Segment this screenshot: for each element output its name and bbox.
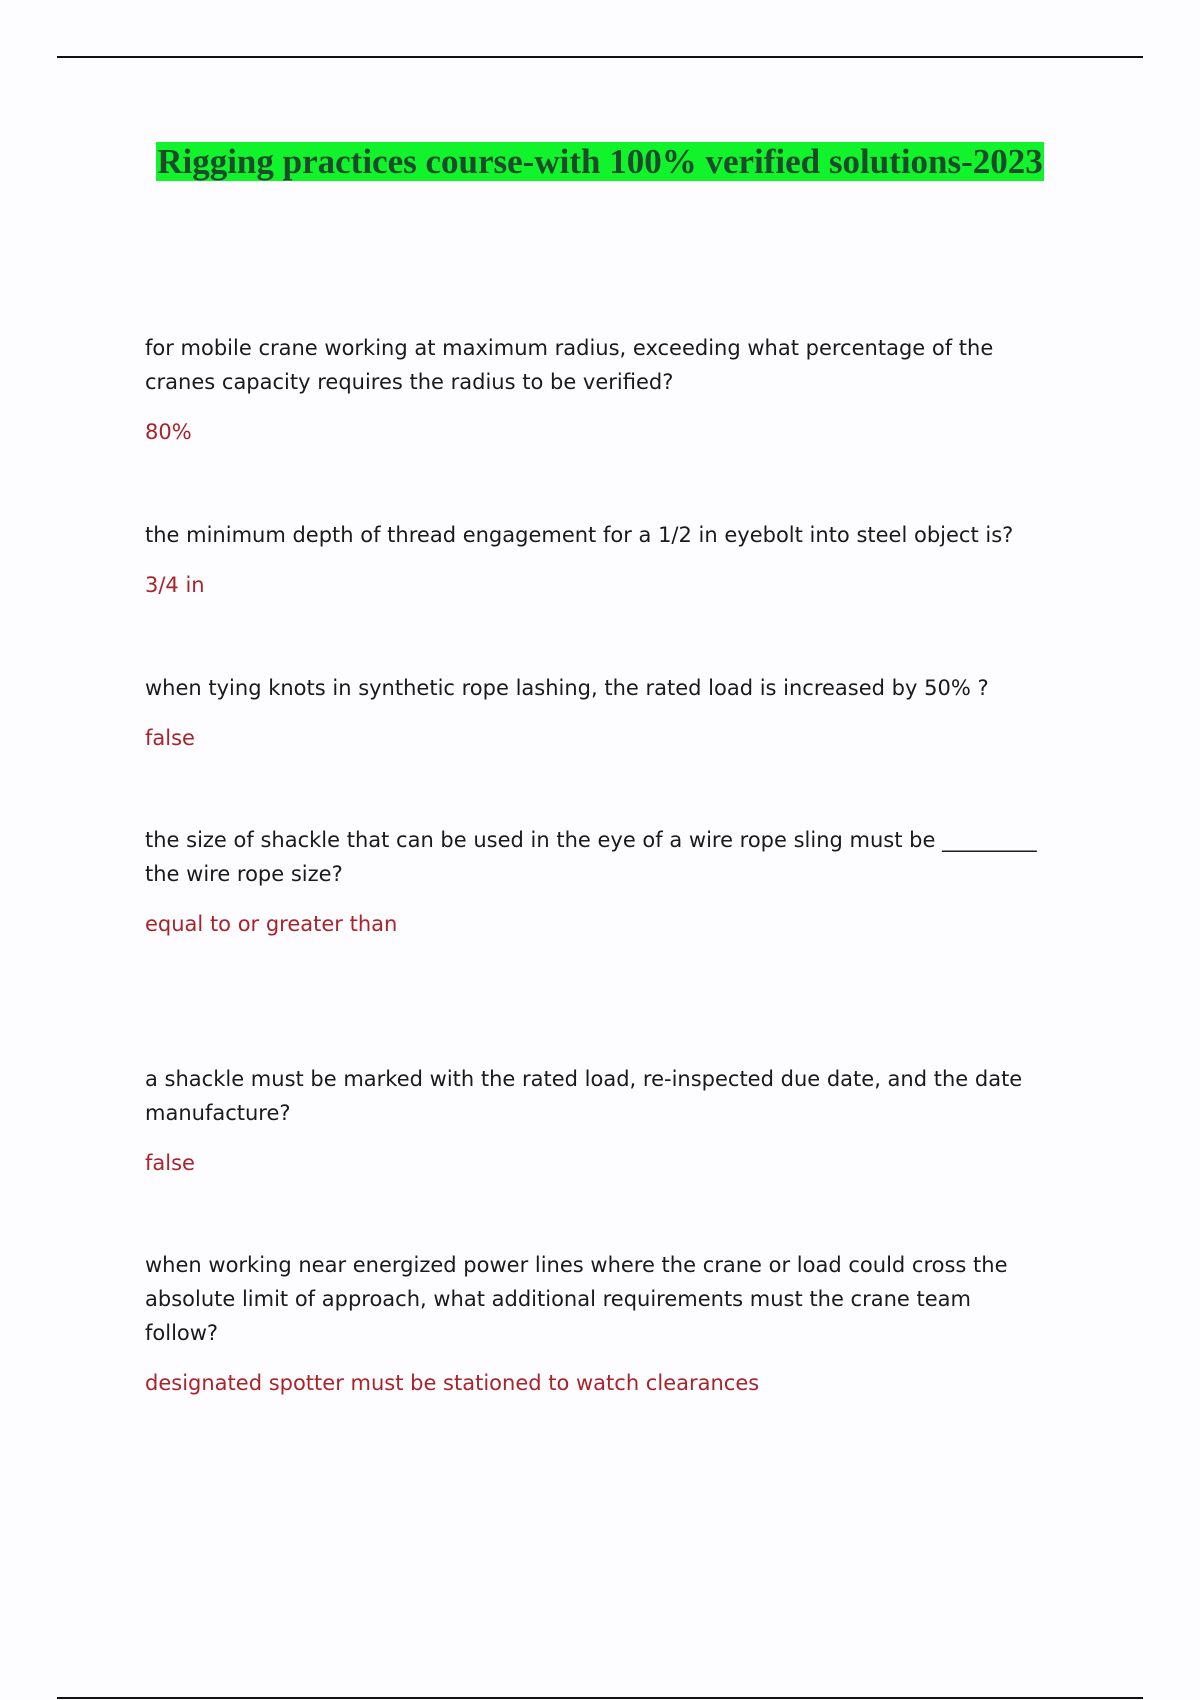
answer-1: 80% <box>145 420 192 444</box>
answer-6: designated spotter must be stationed to watch clearances <box>145 1371 760 1395</box>
qa-item-1 <box>145 331 1045 449</box>
question-6: when working near energized power lines where the crane or load could cross the absolute limit of approach, what additional requirements must the crane team follow? <box>145 1253 1008 1345</box>
bottom-divider <box>57 1697 1143 1699</box>
document-title <box>120 140 1080 184</box>
qa-item-4 <box>145 823 1045 941</box>
question-1: for mobile crane working at maximum radius, exceeding what percentage of the cranes capacity requires the radius to be verified? <box>145 336 994 394</box>
question-4: the size of shackle that can be used in the eye of a wire rope sling must be _________ the wire rope size? <box>145 828 1037 886</box>
question-3: when tying knots in synthetic rope lashing, the rated load is increased by 50% ? <box>145 676 989 700</box>
answer-3: false <box>145 726 195 750</box>
answer-2: 3/4 in <box>145 573 205 597</box>
answer-4: equal to or greater than <box>145 912 398 936</box>
qa-item-2 <box>145 518 1045 602</box>
top-divider <box>57 56 1143 58</box>
question-5: a shackle must be marked with the rated load, re-inspected due date, and the date manufacture? <box>145 1067 1023 1125</box>
answer-5: false <box>145 1151 195 1175</box>
qa-item-3 <box>145 671 1045 755</box>
document-title-text: Rigging practices course-with 100% verified solutions-2023 <box>157 142 1043 181</box>
qa-item-6 <box>145 1248 1045 1400</box>
question-2: the minimum depth of thread engagement for a 1/2 in eyebolt into steel object is? <box>145 523 1014 547</box>
qa-item-5 <box>145 1062 1045 1180</box>
